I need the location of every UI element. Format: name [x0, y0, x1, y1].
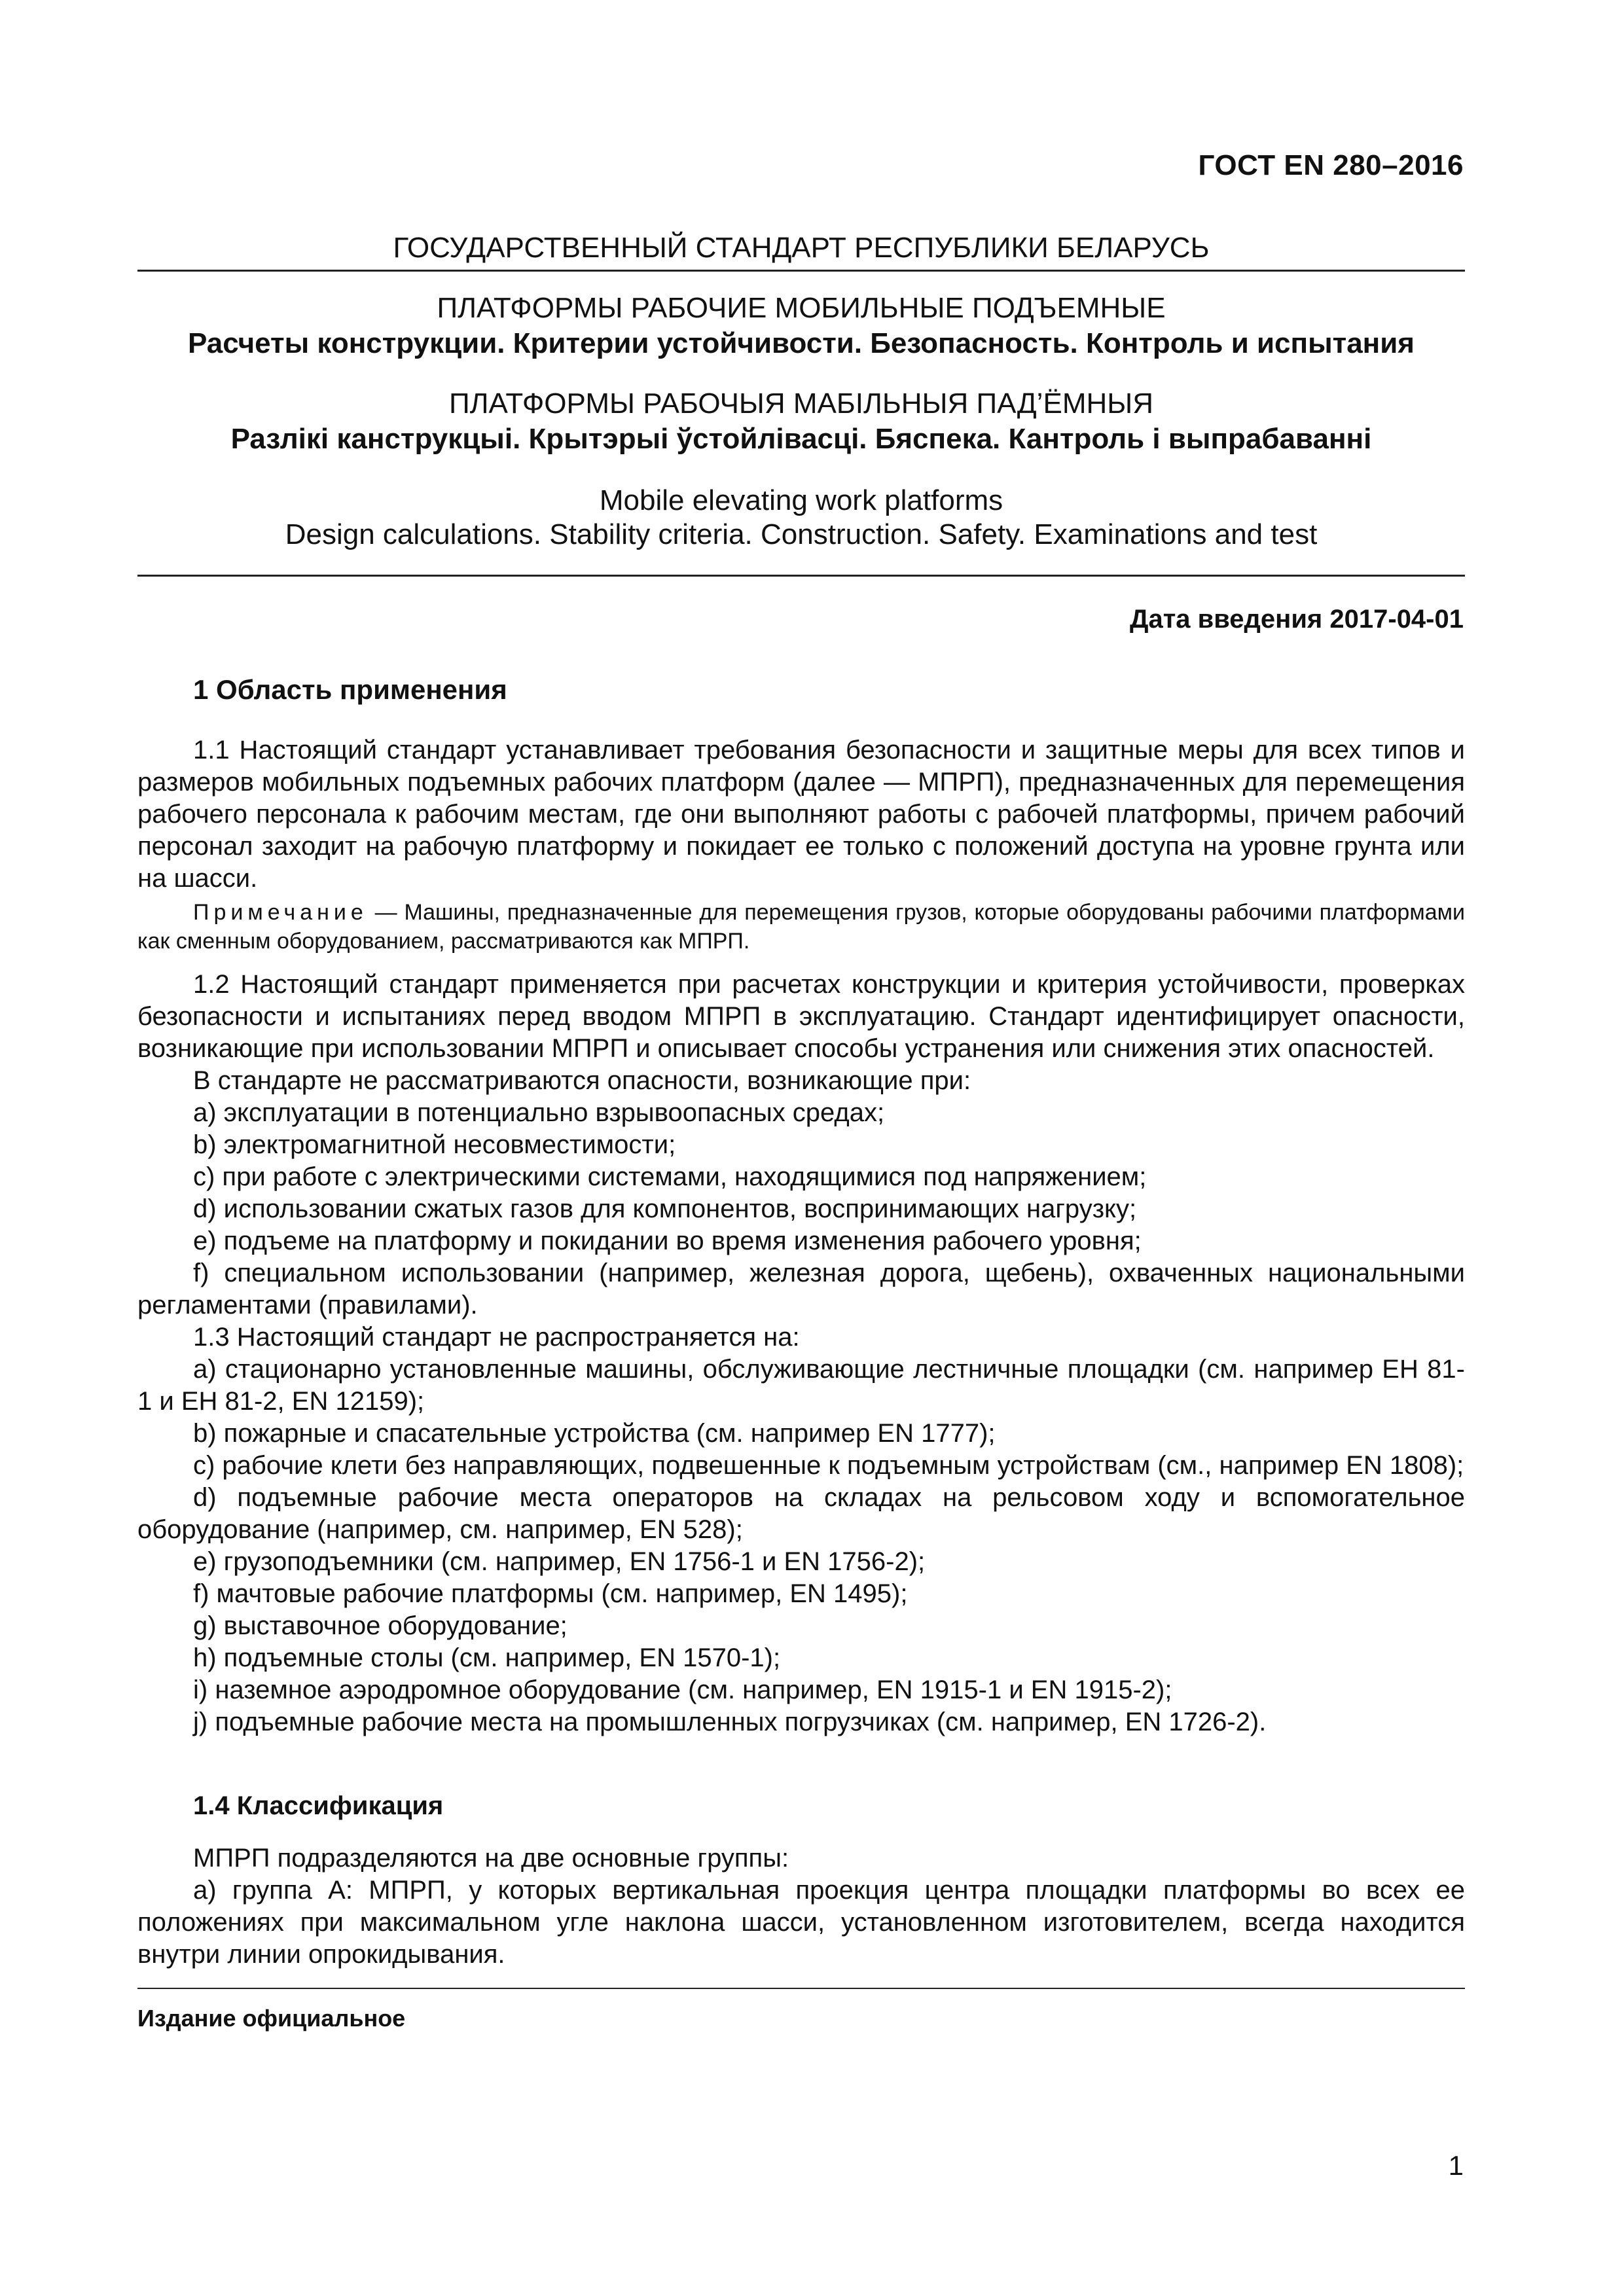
hazard-item: a) эксплуатации в потенциально взрывоопасных средах; [193, 1098, 885, 1127]
hazard-item: e) подъеме на платформу и покидании во время изменения рабочего уровня; [193, 1227, 1142, 1255]
title-en-sub: Design calculations. Stability criteria. Construction. Safety. Examinations and test [285, 518, 1318, 550]
classification-block [137, 1842, 1465, 1971]
title-rule [137, 575, 1465, 577]
exclusion-item: j) подъемные рабочие места на промышленных погрузчиках (см. например, EN 1726-2). [193, 1708, 1267, 1736]
paragraph-1-1: 1.1 Настоящий стандарт устанавливает требования безопасности и защитные меры для всех типов и размеров мобильных подъемных рабочих платформ (далее — МПРП), предназначенных для перемещения рабочего персонала к рабочим местам, где они выполняют работы с рабочей платформы, причем рабочий персонал заходит на рабочую платформу и покидает ее только с положений доступа на уровне грунта или на шасси. [137, 736, 1465, 893]
hazard-item: d) использовании сжатых газов для компонентов, воспринимающих нагрузку; [193, 1194, 1137, 1223]
exclusion-item: a) стационарно установленные машины, обслуживающие лестничные площадки (см. например ЕН 81-1 и ЕН 81-2, EN 12159); [137, 1355, 1465, 1416]
title-by-main: ПЛАТФОРМЫ РАБОЧЫЯ МАБІЛЬНЫЯ ПАД’ЁМНЫЯ [449, 387, 1153, 420]
exclusion-item: g) выставочное оборудование; [193, 1611, 568, 1640]
official-edition-label: Издание официальное [137, 2005, 406, 2032]
note-text: — Машины, предназначенные для перемещения грузов, которые оборудованы рабочими платформами как сменным оборудованием, рассматриваются как МПРП. [137, 900, 1465, 954]
title-ru-main: ПЛАТФОРМЫ РАБОЧИЕ МОБИЛЬНЫЕ ПОДЪЕМНЫЕ [437, 292, 1166, 324]
paragraph-1-1-block [137, 734, 1465, 895]
exclusion-item: c) рабочие клети без направляющих, подвешенные к подъемным устройствам (см., например EN 1808); [193, 1451, 1464, 1480]
paragraph-1-2-block [137, 969, 1465, 1738]
section-heading-scope: 1 Область применения [193, 674, 507, 705]
exclusion-item: e) грузоподъемники (см. например, EN 1756-1 и EN 1756-2); [193, 1547, 926, 1576]
exclusion-item: d) подъемные рабочие места операторов на складах на рельсовом ходу и вспомогательное оборудование (например, см. например, EN 528); [137, 1483, 1465, 1544]
exclusion-item: b) пожарные и спасательные устройства (см. например EN 1777); [193, 1419, 996, 1448]
hazard-item: b) электромагнитной несовместимости; [193, 1130, 676, 1159]
paragraph-1-3: 1.3 Настоящий стандарт не распространяется на: [193, 1323, 800, 1352]
exclusion-item: f) мачтовые рабочие платформы (см. например, EN 1495); [193, 1579, 908, 1608]
title-by-sub: Разлікі канструкцыі. Крытэрыі ўстойлівасці. Бяспека. Кантроль і выпрабаванні [230, 423, 1372, 455]
hazards-intro: В стандарте не рассматриваются опасности, возникающие при: [193, 1066, 971, 1095]
top-rule [137, 270, 1465, 272]
note-label: Примечание [193, 900, 368, 925]
group-a-item: a) группа А: МПРП, у которых вертикальная проекция центра площадки платформы во всех ее положениях при максимальном угле наклона шасси, установленном изготовителем, всегда находится внутри линии опрокидывания. [137, 1876, 1465, 1969]
hazard-item: f) специальном использовании (например, железная дорога, щебень), охваченных национальными регламентами (правилами). [137, 1259, 1465, 1319]
section-heading-classification: 1.4 Классификация [193, 1791, 444, 1820]
exclusion-item: i) наземное аэродромное оборудование (см. например, EN 1915-1 и EN 1915-2); [193, 1676, 1172, 1704]
title-en-main: Mobile elevating work platforms [599, 484, 1003, 516]
introduction-date: Дата введения 2017-04-01 [1129, 605, 1464, 634]
hazard-item: c) при работе с электрическими системами, находящимися под напряжением; [193, 1162, 1147, 1191]
standard-code: ГОСТ EN 280–2016 [1198, 149, 1464, 181]
exclusion-item: h) подъемные столы (см. например, EN 1570-1); [193, 1643, 781, 1672]
note-block [137, 898, 1465, 956]
footer-rule [137, 1988, 1465, 1989]
title-ru-sub: Расчеты конструкции. Критерии устойчивости. Безопасность. Контроль и испытания [188, 327, 1415, 359]
paragraph-1-2: 1.2 Настоящий стандарт применяется при расчетах конструкции и критерия устойчивости, проверках безопасности и испытаниях перед вводом МПРП в эксплуатацию. Стандарт идентифицирует опасности, возникающие при использовании МПРП и описывает способы устранения или снижения этих опасностей. [137, 970, 1465, 1063]
page-number: 1 [1448, 2150, 1464, 2181]
state-standard-heading: ГОСУДАРСТВЕННЫЙ СТАНДАРТ РЕСПУБЛИКИ БЕЛАРУСЬ [393, 232, 1210, 264]
classification-intro: МПРП подразделяются на две основные группы: [193, 1844, 789, 1873]
